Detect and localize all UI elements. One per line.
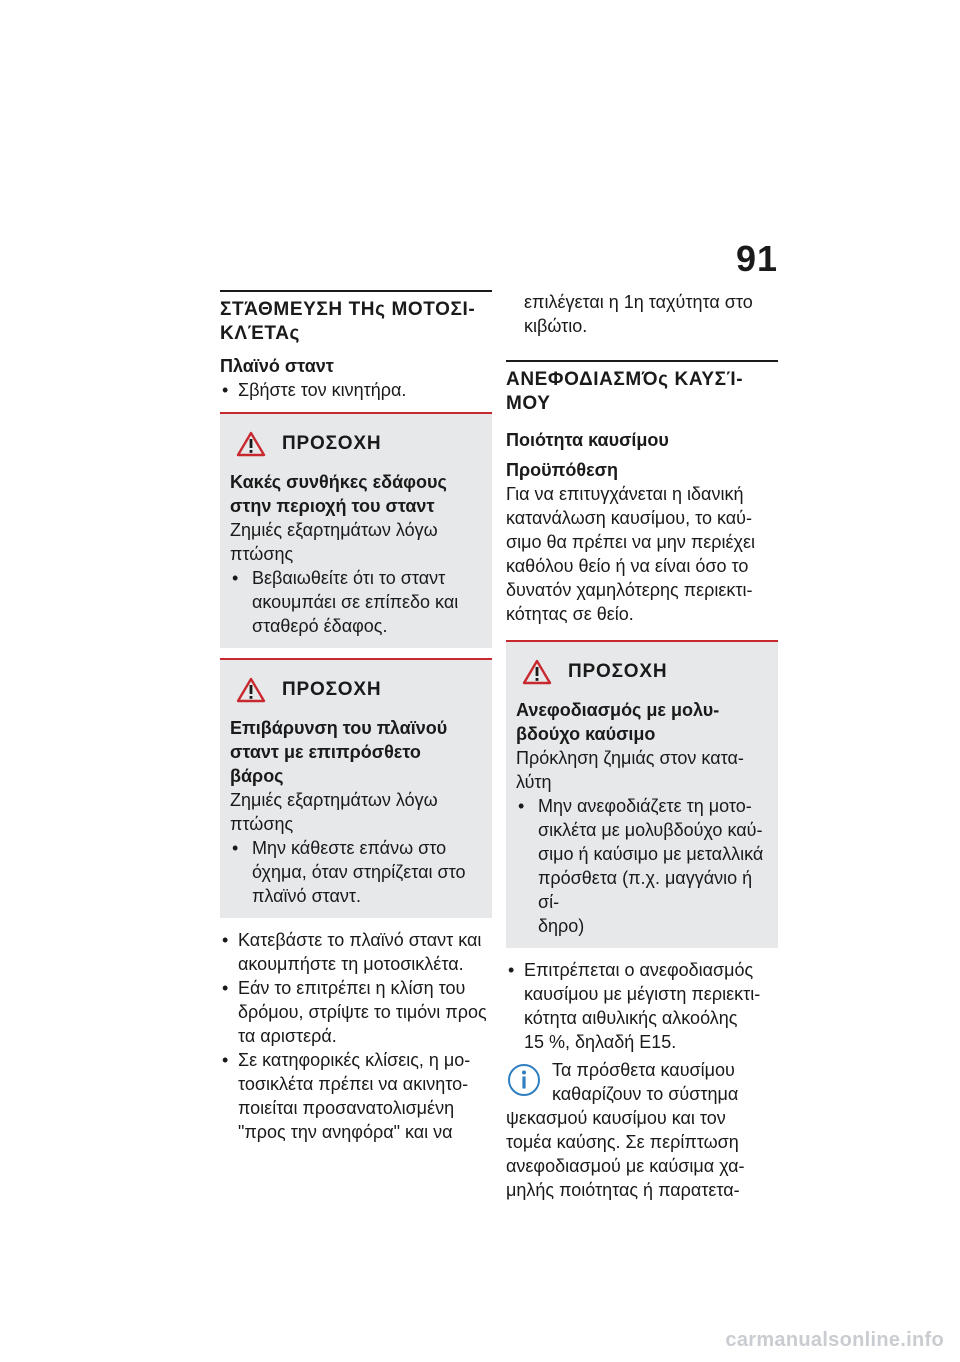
warning-text: Πρόκληση ζημιάς στον κατα- λύτη: [516, 748, 744, 792]
list-item: • Κατεβάστε το πλαϊνό σταντ και ακουμπήστε τη μοτοσικλέτα.: [220, 928, 492, 976]
list-item: • Εάν το επιτρέπει η κλίση του δρόμου, στρίψτε το τιμόνι προς τα αριστερά.: [220, 976, 492, 1048]
warning-header: [230, 670, 480, 710]
warning-text: Ζημιές εξαρτημάτων λόγω πτώσης: [230, 790, 438, 834]
footer-watermark: carmanualsonline.info: [725, 1329, 944, 1351]
section-title-refuelling: ΑΝΕΦΟΔΙΑΣΜΌς ΚΑΥΣΊ- ΜΟΥ: [506, 360, 778, 416]
fuel-quality-paragraph: Για να επιτυγχάνεται η ιδανική κατανάλωση καυσίμου, το καύ- σιμο θα πρέπει να μην περιέχει καθόλου θείο ή να είναι όσο το δυνατόν χαμηλότερης περιεκτι- κότητας σε θείο.: [506, 484, 756, 624]
info-icon: [506, 1062, 542, 1098]
warning-box: [220, 658, 492, 918]
sub-title-side-stand: Πλαϊνό σταντ: [220, 356, 334, 376]
warning-bullet: • Βεβαιωθείτε ότι το σταντ ακουμπάει σε επίπεδο και σταθερό έδαφος.: [230, 566, 480, 638]
list-item: • Σβήστε τον κινητήρα.: [220, 378, 492, 402]
list-item: • Επιτρέπεται ο ανεφοδιασμός καυσίμου με μέγιστη περιεκτι- κότητα αιθυλικής αλκοόλης 15 %, δηλαδή E15.: [506, 958, 778, 1054]
warning-box: [220, 412, 492, 648]
warning-triangle-icon: [236, 677, 266, 703]
info-note: Τα πρόσθετα καυσίμου καθαρίζουν το σύστημα ψεκασμού καυσίμου και τον τομέα καύσης. Σε περίπτωση ανεφοδιασμού με καύσιμα χα- μηλής ποιότητας ή παρατετα-: [506, 1060, 745, 1200]
sub-title-fuel-quality: Ποιότητα καυσίμου: [506, 430, 669, 450]
sub-title-prerequisite: Προϋπόθεση: [506, 460, 618, 480]
list-item: • Σε κατηφορικές κλίσεις, η μο- τοσικλέτα πρέπει να ακινητο- ποιείται προσανατολισμένη "προς την ανηφόρα" και να: [220, 1048, 492, 1144]
continuation-text: επιλέγεται η 1η ταχύτητα στο κιβώτιο.: [524, 292, 753, 336]
warning-bullet: • Μην κάθεστε επάνω στο όχημα, όταν στηρίζεται στο πλαϊνό σταντ.: [230, 836, 480, 908]
warning-text: Ζημιές εξαρτημάτων λόγω πτώσης: [230, 520, 438, 564]
warning-label: ΠΡΟΣΟΧΗ: [282, 679, 382, 700]
section-title-parking: ΣΤΆΘΜΕΥΣΗ ΤΗς ΜΟΤΟΣΙ- ΚΛΈΤΑς: [220, 290, 492, 346]
warning-label: ΠΡΟΣΟΧΗ: [568, 661, 668, 682]
page-number: 91: [735, 238, 778, 279]
warning-bullet: • Μην ανεφοδιάζετε τη μοτο- σικλέτα με μολυβδούχο καύ- σιμο ή καύσιμο με μεταλλικά πρόσθετα (π.χ. μαγγάνιο ή σί- δηρο): [516, 794, 766, 938]
warning-triangle-icon: [236, 431, 266, 457]
warning-label: ΠΡΟΣΟΧΗ: [282, 433, 382, 454]
right-column: [506, 290, 778, 1202]
warning-subtitle: Επιβάρυνση του πλαϊνού σταντ με επιπρόσθετο βάρος: [230, 718, 448, 786]
warning-header: [230, 424, 480, 464]
left-column: [220, 290, 492, 1144]
warning-header: [516, 652, 766, 692]
warning-box: [506, 640, 778, 948]
warning-subtitle: Ανεφοδιασμός με μολυ- βδούχο καύσιμο: [516, 700, 720, 744]
warning-triangle-icon: [522, 659, 552, 685]
warning-subtitle: Κακές συνθήκες εδάφους στην περιοχή του σταντ: [230, 472, 447, 516]
